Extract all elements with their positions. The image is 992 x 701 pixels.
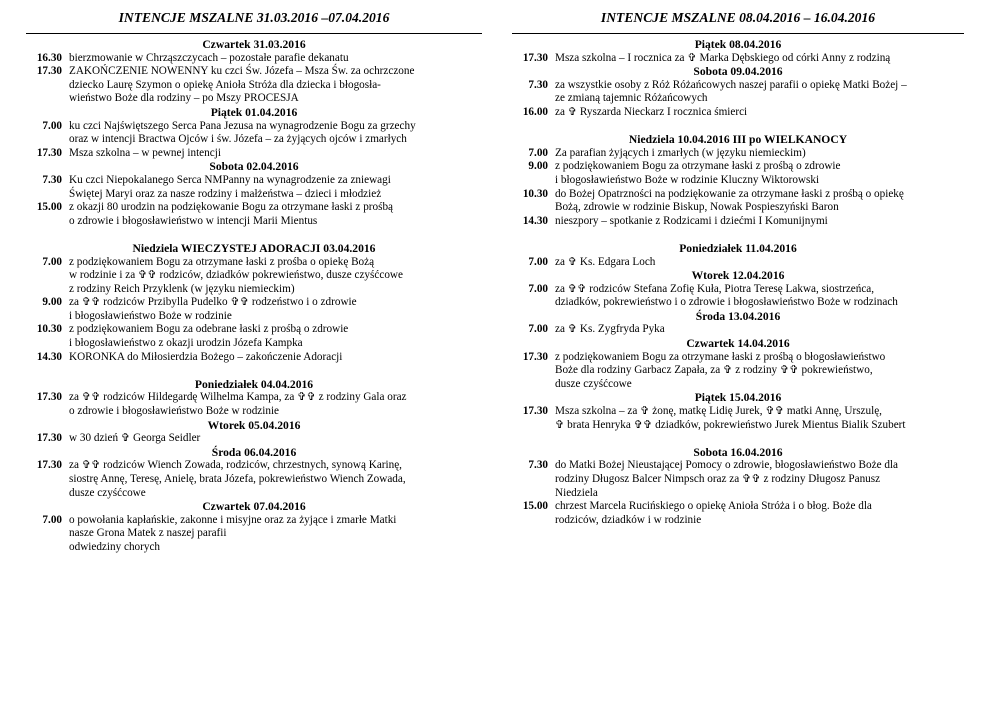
- intention-line: za ✞ Ks. Zygfryda Pyka: [555, 323, 665, 336]
- day-heading: Sobota 09.04.2016: [693, 65, 783, 79]
- intention-line: za ✞ Ryszarda Nieckarz I rocznica śmierci: [555, 105, 748, 118]
- mass-time: 14.30: [522, 214, 548, 227]
- mass-intention: [512, 79, 964, 106]
- mass-intention: [512, 459, 964, 500]
- day-heading: Poniedziałek 11.04.2016: [679, 241, 797, 255]
- intention-text: [69, 147, 482, 161]
- intention-line: dziadków, pokrewieństwo i o zdrowie i błogosławieństwo Boże w rodzinach: [555, 296, 898, 309]
- intention-line: nasze Grona Matek z naszej parafii: [69, 527, 227, 540]
- intention-text: [69, 174, 482, 201]
- intention-line: dziecko Laurę Szymon o opiekę Anioła Stróża dla dziecka i błogosła-: [69, 78, 381, 91]
- intention-line: oraz w intencji Bractwa Ojców i św. Józefa – za żyjących ojców i zmarłych: [69, 133, 407, 146]
- intention-text: [69, 52, 482, 66]
- section-spacer: [512, 228, 964, 242]
- intention-line: Boże dla rodziny Garbacz Zapała, za ✞ z rodziny ✞✞ pokrewieństwo,: [555, 364, 873, 377]
- intention-text: [555, 52, 964, 66]
- intention-line: ku czci Najświętszego Serca Pana Jezusa na wynagrodzenie Bogu za grzechy: [69, 119, 416, 132]
- intention-line: KORONKA do Miłosierdzia Bożego – zakończenie Adoracji: [69, 350, 343, 363]
- intention-line: w 30 dzień ✞ Georga Seidler: [69, 432, 201, 445]
- day-heading: Sobota 02.04.2016: [209, 160, 299, 174]
- intention-line: o powołania kapłańskie, zakonne i misyjne oraz za żyjące i zmarłe Matki: [69, 513, 397, 526]
- right-title: INTENCJE MSZALNE 08.04.2016 – 16.04.2016: [600, 10, 876, 25]
- intention-line: za wszystkie osoby z Róż Różańcowych naszej parafii o opiekę Matki Bożej –: [555, 78, 907, 91]
- mass-intention: [512, 52, 964, 66]
- intention-text: [555, 147, 964, 161]
- mass-time: 14.30: [36, 350, 62, 363]
- mass-intention: [512, 215, 964, 229]
- mass-time: 17.30: [522, 405, 548, 418]
- intention-line: i błogosławieństwo Boże w rodzinie: [69, 309, 232, 322]
- mass-intention: [26, 65, 482, 106]
- intention-line: dusze czyśćcowe: [69, 486, 146, 499]
- right-schedule: [512, 38, 964, 527]
- intention-line: chrzest Marcela Rucińskiego o opiekę Anioła Stróża i o błog. Boże dla: [555, 500, 872, 513]
- left-column: [26, 8, 482, 555]
- left-title-rule: [26, 33, 482, 34]
- intention-line: do Bożej Opatrzności na podziękowanie za otrzymane łaski z prośbą o opiekę: [555, 187, 904, 200]
- intention-text: [69, 323, 482, 350]
- mass-intention: [512, 106, 964, 120]
- mass-time: 16.00: [522, 105, 548, 118]
- intention-line: nieszpory – spotkanie z Rodzicami i dziećmi I Komunijnymi: [555, 214, 828, 227]
- mass-time: 7.30: [528, 459, 548, 472]
- mass-time: 7.30: [42, 173, 62, 186]
- intention-line: za ✞✞ rodziców Przibylla Pudelko ✞✞ rodzeństwo i o zdrowie: [69, 296, 357, 309]
- mass-time: 7.30: [528, 78, 548, 91]
- mass-time: 16.30: [36, 51, 62, 64]
- mass-time: 10.30: [522, 187, 548, 200]
- intention-text: [69, 391, 482, 418]
- intention-text: [555, 459, 964, 500]
- day-heading: Piątek 15.04.2016: [694, 391, 782, 405]
- intention-text: [69, 65, 482, 106]
- mass-intention: [26, 296, 482, 323]
- day-heading: Środa 13.04.2016: [695, 309, 781, 323]
- left-schedule: [26, 38, 482, 555]
- intention-line: Ku czci Niepokalanego Serca NMPanny na wynagrodzenie za zniewagi: [69, 173, 391, 186]
- intention-text: [69, 432, 482, 446]
- intention-line: ze zmianą tajemnic Różańcowych: [555, 92, 708, 105]
- mass-intention: [26, 201, 482, 228]
- mass-time: 17.30: [36, 432, 62, 445]
- day-heading: Wtorek 12.04.2016: [691, 269, 785, 283]
- mass-intention: [26, 459, 482, 500]
- mass-intention: [512, 147, 964, 161]
- intention-text: [69, 351, 482, 365]
- mass-intention: [26, 256, 482, 297]
- right-column: [512, 8, 964, 527]
- mass-intention: [512, 283, 964, 310]
- mass-intention: [26, 120, 482, 147]
- mass-intention: [26, 351, 482, 365]
- intention-line: ZAKOŃCZENIE NOWENNY ku czci Św. Józefa – Msza Św. za ochrzczone: [69, 65, 415, 78]
- mass-time: 7.00: [42, 255, 62, 268]
- intention-line: Msza szkolna – za ✞ żonę, matkę Lidię Jurek, ✞✞ matki Annę, Urszulę,: [555, 405, 882, 418]
- day-heading: Niedziela 10.04.2016 III po WIELKANOCY: [628, 133, 848, 147]
- intention-line: o zdrowie i błogosławieństwo Boże w rodzinie: [69, 405, 280, 418]
- mass-intention: [512, 323, 964, 337]
- section-spacer: [512, 120, 964, 134]
- day-heading: Czwartek 31.03.2016: [202, 38, 306, 51]
- intention-line: z podziękowaniem Bogu za otrzymane łaski z prośbą o zdrowie: [555, 160, 841, 173]
- intention-text: [555, 405, 964, 432]
- intention-line: z podziękowaniem Bogu za otrzymane łaski z prośbą o błogosławieństwo: [555, 350, 886, 363]
- intention-line: rodziny Długosz Balcer Nimpsch oraz za ✞✞ z rodziny Długosz Panusz: [555, 473, 881, 485]
- intention-line: bierzmowanie w Chrząszczycach – pozostałe parafie dekanatu: [69, 51, 349, 64]
- intention-line: Niedziela: [555, 486, 598, 499]
- intention-text: [69, 459, 482, 500]
- mass-intention: [26, 147, 482, 161]
- mass-time: 17.30: [36, 65, 62, 78]
- mass-time: 17.30: [36, 459, 62, 472]
- mass-time: 15.00: [522, 500, 548, 513]
- mass-time: 7.00: [528, 255, 548, 268]
- section-spacer: [26, 228, 482, 242]
- mass-time: 10.30: [36, 323, 62, 336]
- mass-intention: [26, 514, 482, 541]
- mass-time: 7.00: [42, 119, 62, 132]
- intention-line: rodziców, dziadków i w rodzinie: [555, 513, 702, 526]
- left-title: INTENCJE MSZALNE 31.03.2016 –07.04.2016: [118, 10, 390, 25]
- day-heading: Poniedziałek 04.04.2016: [194, 377, 314, 391]
- intention-line: za ✞✞ rodziców Stefana Zofię Kuła, Piotra Teresę Lakwa, siostrzeńca,: [555, 282, 875, 295]
- intention-line: Za parafian żyjących i zmarłych (w języku niemieckim): [555, 146, 806, 159]
- day-heading: Czwartek 07.04.2016: [202, 500, 306, 514]
- mass-time: 7.00: [528, 282, 548, 295]
- mass-time: 17.30: [36, 391, 62, 404]
- mass-time: 15.00: [36, 201, 62, 214]
- intention-text: [69, 514, 482, 541]
- day-heading: Środa 06.04.2016: [211, 445, 297, 459]
- intention-line: z rodziny Reich Przyklenk (w języku niemieckim): [69, 282, 295, 295]
- intention-line: z podziękowaniem Bogu za odebrane łaski z prośbą o zdrowie: [69, 323, 349, 336]
- intention-line: w rodzinie i za ✞✞ rodziców, dziadków pokrewieństwo, dusze czyśćcowe: [69, 269, 403, 282]
- mass-intention: [26, 391, 482, 418]
- intention-line: za ✞✞ rodziców Wiench Zowada, rodziców, chrzestnych, synową Karinę,: [69, 459, 402, 472]
- mass-time: 17.30: [522, 350, 548, 363]
- intention-line: z podziękowaniem Bogu za otrzymane łaski z prośba o opiekę Bożą: [69, 255, 375, 268]
- intention-line: do Matki Bożej Nieustającej Pomocy o zdrowie, błogosławieństwo Boże dla: [555, 459, 899, 472]
- note-text: odwiedziny chorych: [69, 540, 161, 553]
- intention-line: wieństwo Boże dla rodziny – po Mszy PROCESJA: [69, 92, 299, 105]
- intention-line: i błogosławieństwo Boże w rodzinie Kluczny Wiktorowski: [555, 173, 820, 186]
- intention-text: [555, 188, 964, 215]
- intention-line: za ✞ Ks. Edgara Loch: [555, 255, 656, 268]
- mass-time: 9.00: [528, 160, 548, 173]
- intention-text: [555, 256, 964, 270]
- intention-line: Msza szkolna – I rocznica za ✞ Marka Dębskiego od córki Anny z rodziną: [555, 51, 891, 64]
- day-heading: Czwartek 14.04.2016: [686, 337, 790, 351]
- intention-text: [555, 283, 964, 310]
- day-heading: Sobota 16.04.2016: [693, 445, 783, 459]
- day-heading: Piątek 01.04.2016: [210, 105, 298, 119]
- section-spacer: [512, 432, 964, 446]
- intention-text: [69, 201, 482, 228]
- intention-line: Świętej Maryi oraz za nasze rodziny i małżeństwa – dzieci i młodzież: [69, 187, 382, 200]
- mass-intention: [512, 500, 964, 527]
- intention-line: z okazji 80 urodzin na podziękowanie Bogu za otrzymane łaski z prośbą: [69, 201, 394, 214]
- mass-intention: [512, 405, 964, 432]
- intention-line: Msza szkolna – w pewnej intencji: [69, 146, 221, 159]
- mass-time: 9.00: [42, 296, 62, 309]
- intention-text: [555, 106, 964, 120]
- mass-time: 7.00: [528, 323, 548, 336]
- intention-text: [69, 296, 482, 323]
- mass-time: 17.30: [36, 146, 62, 159]
- intention-text: [69, 120, 482, 147]
- mass-intention: [26, 323, 482, 350]
- intention-text: [69, 256, 482, 297]
- intention-line: za ✞✞ rodziców Hildegardę Wilhelma Kampa, za ✞✞ z rodziny Gala oraz: [69, 391, 407, 404]
- mass-time: 17.30: [522, 51, 548, 64]
- mass-intention: [26, 432, 482, 446]
- day-heading: Piątek 08.04.2016: [694, 38, 782, 51]
- intention-line: o zdrowie i błogosławieństwo w intencji Marii Mientus: [69, 214, 318, 227]
- intention-line: Bożą, zdrowie w rodzinie Biskup, Nowak Pospieszyński Baron: [555, 201, 839, 214]
- intention-text: [555, 323, 964, 337]
- day-heading: Niedziela WIECZYSTEJ ADORACJI 03.04.2016: [132, 241, 376, 255]
- day-heading: Wtorek 05.04.2016: [207, 418, 301, 432]
- mass-intention: [512, 188, 964, 215]
- mass-intention: [512, 160, 964, 187]
- intention-line: siostrę Annę, Teresę, Anielę, brata Józefa, pokrewieństwo Wiench Zowada,: [69, 473, 406, 485]
- mass-intention: [512, 256, 964, 270]
- intention-text: [555, 215, 964, 229]
- intention-text: [555, 160, 964, 187]
- intention-line: i błogosławieństwo z okazji urodzin Józefa Kampka: [69, 337, 303, 350]
- intention-text: [555, 500, 964, 527]
- mass-time: 7.00: [42, 513, 62, 526]
- mass-intention: [26, 52, 482, 66]
- mass-intention: [512, 351, 964, 392]
- intention-text: [555, 79, 964, 106]
- mass-intention: [26, 174, 482, 201]
- mass-time: 7.00: [528, 146, 548, 159]
- right-title-rule: [512, 33, 964, 34]
- intention-line: ✞ brata Henryka ✞✞ dziadków, pokrewieństwo Jurek Mientus Bialik Szubert: [555, 418, 906, 431]
- intention-text: [555, 351, 964, 392]
- intention-line: dusze czyśćcowe: [555, 377, 632, 390]
- section-spacer: [26, 364, 482, 378]
